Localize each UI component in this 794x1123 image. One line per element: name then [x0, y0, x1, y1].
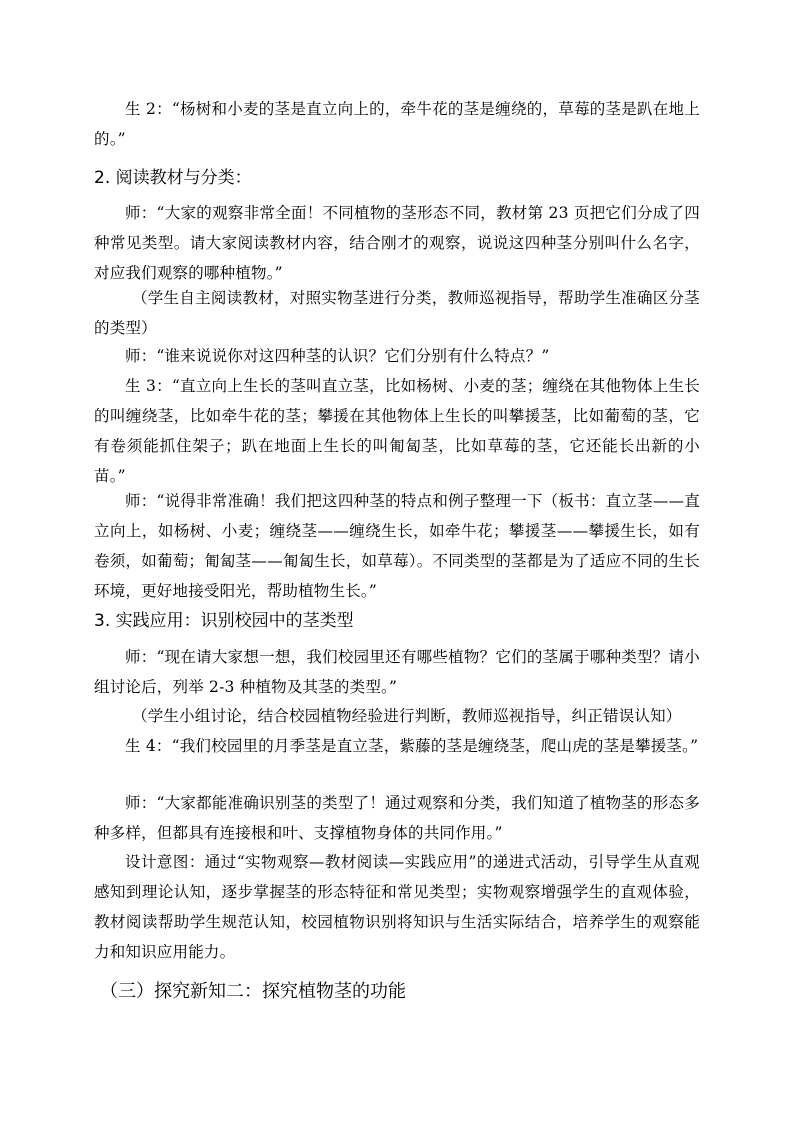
paragraph-teacher-conclusion: 师：“大家都能准确识别茎的类型了！通过观察和分类，我们知道了植物茎的形态多种多样，但都具有连接根和叶、支撑植物身体的共同作用。”	[94, 794, 700, 842]
paragraph-design-intent: 设计意图：通过“实物观察—教材阅读—实践应用”的递进式活动，引导学生从直观感知到理论认知，逐步掌握茎的形态特征和常见类型；实物观察增强学生的直观体验，教材阅读帮助学生规范认知，校园植物识别将知识与生活实际结合，培养学生的观察能力和知识应用能力。	[94, 853, 700, 961]
paragraph-student4: 生 4：“我们校园里的月季茎是直立茎，紫藤的茎是缠绕茎，爬山虎的茎是攀援茎。”	[125, 737, 699, 755]
paragraph-teacher-practice: 师：“现在请大家想一想，我们校园里还有哪些植物？它们的茎属于哪种类型？请小组讨论后，列举 2-3 种植物及其茎的类型。”	[94, 648, 700, 696]
paragraph-teacher-summary: 师：“说得非常准确！我们把这四种茎的特点和例子整理一下（板书：直立茎——直立向上，如杨树、小麦；缠绕茎——缠绕生长，如牵牛花；攀援茎——攀援生长，如有卷须，如葡萄；匍匐茎——匍匐生长，如草莓）。不同类型的茎都是为了适应不同的生长环境，更好地接受阳光，帮助植物生长。”	[94, 492, 700, 600]
section-heading-part3: （三）探究新知二：探究植物茎的功能	[100, 981, 406, 1002]
section-heading-3: 3. 实践应用：识别校园中的茎类型	[94, 611, 354, 631]
paragraph-group-discussion-note: （学生小组讨论，结合校园植物经验进行判断，教师巡视指导，纠正错误认知）	[132, 707, 682, 725]
paragraph-student-reading-note: （学生自主阅读教材，对照实物茎进行分类，教师巡视指导，帮助学生准确区分茎的类型）	[94, 289, 700, 337]
paragraph-student3: 生 3：“直立向上生长的茎叫直立茎，比如杨树、小麦的茎；缠绕在其他物体上生长的叫缠绕茎，比如牵牛花的茎；攀援在其他物体上生长的叫攀援茎，比如葡萄的茎，它有卷须能抓住架子；趴在地面上生长的叫匍匐茎，比如草莓的茎，它还能长出新的小苗。”	[94, 377, 700, 485]
paragraph-teacher-question: 师：“谁来说说你对这四种茎的认识？它们分别有什么特点？”	[125, 347, 550, 365]
section-heading-2: 2. 阅读教材与分类：	[94, 168, 252, 188]
paragraph-student2: 生 2：“杨树和小麦的茎是直立向上的，牵牛花的茎是缠绕的，草莓的茎是趴在地上的。”	[94, 100, 700, 148]
paragraph-teacher-intro: 师：“大家的观察非常全面！不同植物的茎形态不同，教材第 23 页把它们分成了四种常见类型。请大家阅读教材内容，结合刚才的观察，说说这四种茎分别叫什么名字，对应我们观察的哪种植物。”	[94, 204, 700, 282]
